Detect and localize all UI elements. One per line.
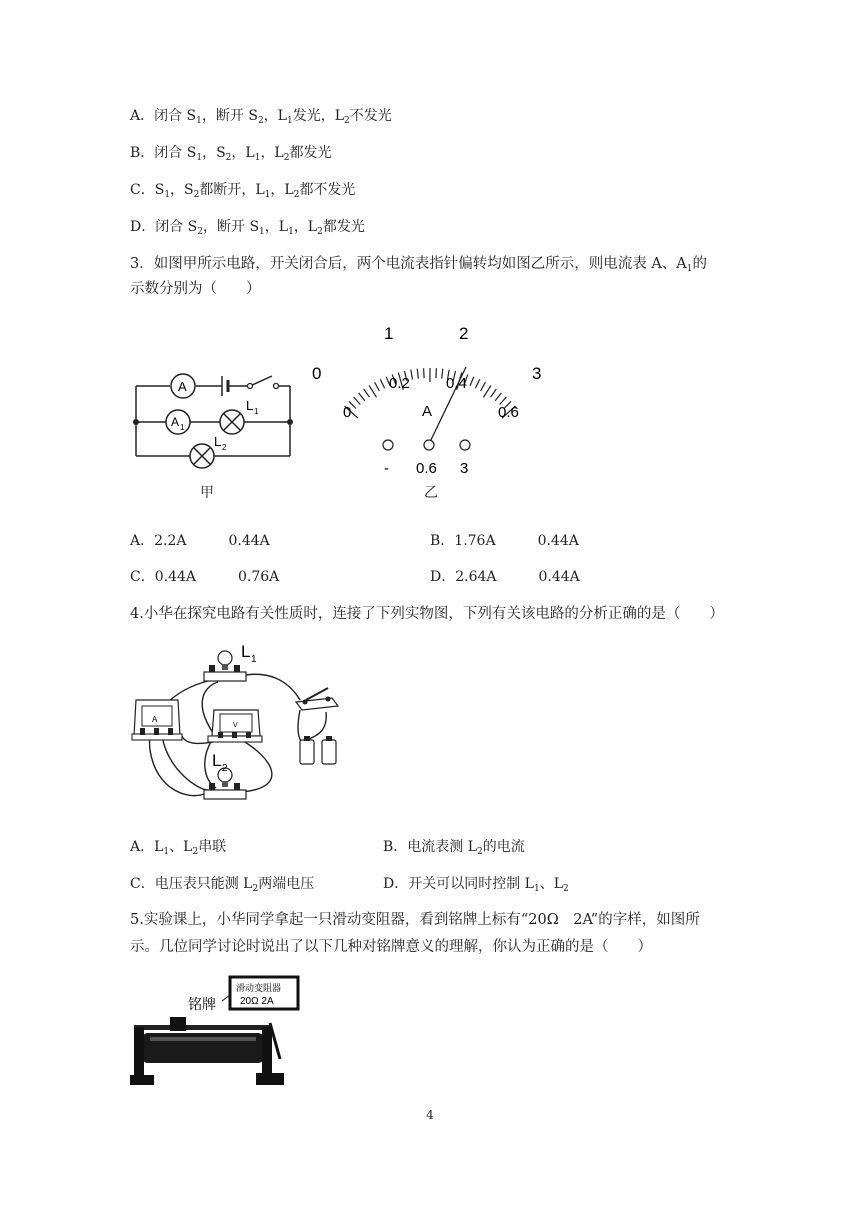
top-scale-label-1: 1 (384, 324, 394, 343)
text: D．开关可以同时控制 L (383, 876, 534, 892)
nameplate-title: 滑动变阻器 (236, 983, 282, 993)
text: B．电流表测 L (383, 839, 478, 855)
terminal-label-3: 3 (460, 460, 469, 477)
text: ，断开 S (203, 219, 260, 235)
dial-tick (436, 368, 437, 378)
subscript: 1 (164, 190, 171, 200)
figure-caption-yi: 乙 (424, 485, 438, 501)
subscript: 2 (477, 847, 483, 857)
subscript: 1 (288, 227, 294, 237)
voltmeter-face-label: V (233, 722, 238, 729)
ammeter-a1-subscript: 1 (180, 423, 185, 432)
subscript: 1 (254, 153, 261, 163)
q5-stem-line1: 5.实验课上，小华同学拿起一只滑动变阻器，看到铭牌上标有“20Ω 2A”的字样，如图所 (130, 912, 700, 928)
dial-tick (411, 370, 413, 380)
text: 都不发光 (299, 182, 356, 198)
q4-option-d (383, 874, 569, 894)
text: 都发光 (322, 219, 365, 235)
dial-tick (495, 393, 501, 401)
dial-tick (481, 382, 486, 391)
bottom-scale-label-04: 0.4 (446, 375, 467, 392)
q4-stem: 4.小华在探究电路有关性质时，连接了下列实物图，下列有关该电路的分析正确的是（ ） (130, 606, 724, 622)
text: 3．如图甲所示电路，开关闭合后，两个电流表指针偏转均如图乙所示，则电流表 A、A (130, 256, 687, 272)
text: C．S (130, 182, 165, 198)
text: ，L (231, 145, 255, 161)
top-scale-label-3: 3 (532, 364, 542, 383)
q3-option-b: B．1.76A 0.44A (430, 533, 579, 549)
q4-option-a (130, 837, 226, 857)
text: ，S (202, 145, 226, 161)
text: 、L (539, 876, 564, 892)
text: A．L (130, 839, 164, 855)
q3-option-d: D．2.64A 0.44A (430, 569, 580, 585)
nameplate-value: 20Ω 2A (240, 996, 274, 1007)
text: 两端电压 (258, 876, 315, 892)
lamp-l1-label: L (241, 642, 251, 661)
subscript: 2 (317, 227, 323, 237)
bottom-scale-label-0: 0 (343, 404, 352, 421)
text: B．闭合 S (130, 145, 197, 161)
text: ，L (260, 145, 284, 161)
q3-option-c: C．0.44A 0.76A (130, 569, 280, 585)
subscript: 1 (196, 116, 202, 126)
top-scale-label-0: 0 (312, 364, 322, 383)
q2-option-c (130, 180, 355, 200)
terminal-label-negative: - (384, 460, 389, 477)
dial-tick (424, 368, 425, 378)
subscript: 2 (344, 116, 350, 126)
circuit-diagram-jia (126, 360, 306, 510)
top-scale-label-2: 2 (459, 324, 469, 343)
dial-tick (442, 369, 443, 379)
lamp-l2-subscript: 2 (222, 443, 227, 452)
text: 串联 (198, 839, 227, 855)
text: 发光，L (292, 108, 344, 124)
subscript: 1 (163, 847, 170, 857)
subscript: 1 (286, 116, 293, 126)
subscript: 2 (257, 116, 264, 126)
page-number: 4 (426, 1108, 434, 1122)
lamp-l1-subscript: 1 (254, 407, 259, 416)
text: A．闭合 S (130, 108, 197, 124)
dial-tick (491, 389, 497, 397)
nameplate-label: 铭牌 (188, 996, 216, 1012)
subscript: 2 (283, 153, 290, 163)
terminal-3 (460, 440, 470, 450)
q3-stem-line2: 示数分别为（ ） (130, 281, 261, 297)
dial-tick (475, 379, 479, 388)
terminal-0-6 (424, 440, 434, 450)
text: 不发光 (349, 108, 392, 124)
q5-stem-line2: 示。几位同学讨论时说出了以下几种对铭牌意义的理解，你认为正确的是（ ） (130, 939, 652, 955)
q2-option-d (130, 217, 365, 237)
subscript: 1 (259, 227, 265, 237)
q2-option-b (130, 143, 331, 163)
q3-stem-line1 (130, 254, 707, 274)
text: ，L (293, 219, 318, 235)
lamp-l2-label: L (212, 751, 222, 770)
bottom-scale-label-02: 0.2 (389, 375, 410, 392)
subscript: 2 (252, 884, 259, 894)
text: ，S (170, 182, 194, 198)
q4-option-b (383, 837, 525, 857)
text: ，L (264, 219, 289, 235)
dial-tick (359, 393, 365, 401)
text: 、L (169, 839, 193, 855)
ammeter-face-label: A (152, 715, 158, 724)
dial-tick (364, 389, 370, 397)
bottom-scale-label-06: 0.6 (498, 404, 519, 421)
dial-tick (484, 386, 491, 398)
text: 的电流 (482, 839, 525, 855)
ammeter-dial-yi (300, 318, 560, 483)
text: ，L (263, 108, 287, 124)
q3-option-a: A．2.2A 0.44A (130, 533, 270, 549)
text: 都断开，L (199, 182, 265, 198)
subscript: 1 (264, 190, 271, 200)
subscript: 2 (192, 847, 199, 857)
ammeter-a1-label: A (171, 415, 180, 429)
text: ，L (270, 182, 294, 198)
ammeter-a-label: A (178, 379, 187, 394)
text: 都发光 (289, 145, 332, 161)
text: ，断开 S (201, 108, 258, 124)
subscript: 2 (193, 190, 200, 200)
dial-unit-label: A (422, 403, 433, 420)
lamp-l2-label: L (214, 434, 222, 449)
dial-tick (369, 386, 376, 398)
lamp-l2-subscript: 2 (222, 763, 228, 774)
lamp-l1-subscript: 1 (251, 654, 257, 665)
dial-tick (417, 369, 418, 379)
dial-tick (354, 397, 361, 405)
terminal-negative (383, 440, 393, 450)
terminal-label-0-6: 0.6 (416, 460, 437, 477)
figure-caption-jia: 甲 (200, 485, 214, 501)
text: D．闭合 S (130, 219, 198, 235)
physical-circuit-figure (128, 640, 358, 815)
subscript: 2 (293, 190, 300, 200)
subscript: 2 (225, 153, 232, 163)
dial-tick (470, 377, 474, 386)
q4-option-c (130, 874, 314, 894)
subscript: 1 (686, 264, 693, 274)
subscript: 2 (563, 884, 569, 894)
dial-tick (380, 379, 384, 388)
subscript: 2 (197, 227, 203, 237)
dial-tick (375, 382, 380, 391)
text: 的 (692, 256, 708, 272)
subscript: 1 (196, 153, 203, 163)
q2-option-a (130, 106, 392, 126)
lamp-l1-label: L (246, 398, 254, 413)
subscript: 1 (533, 884, 540, 894)
rheostat-photo (130, 975, 310, 1090)
text: C．电压表只能测 L (130, 876, 253, 892)
